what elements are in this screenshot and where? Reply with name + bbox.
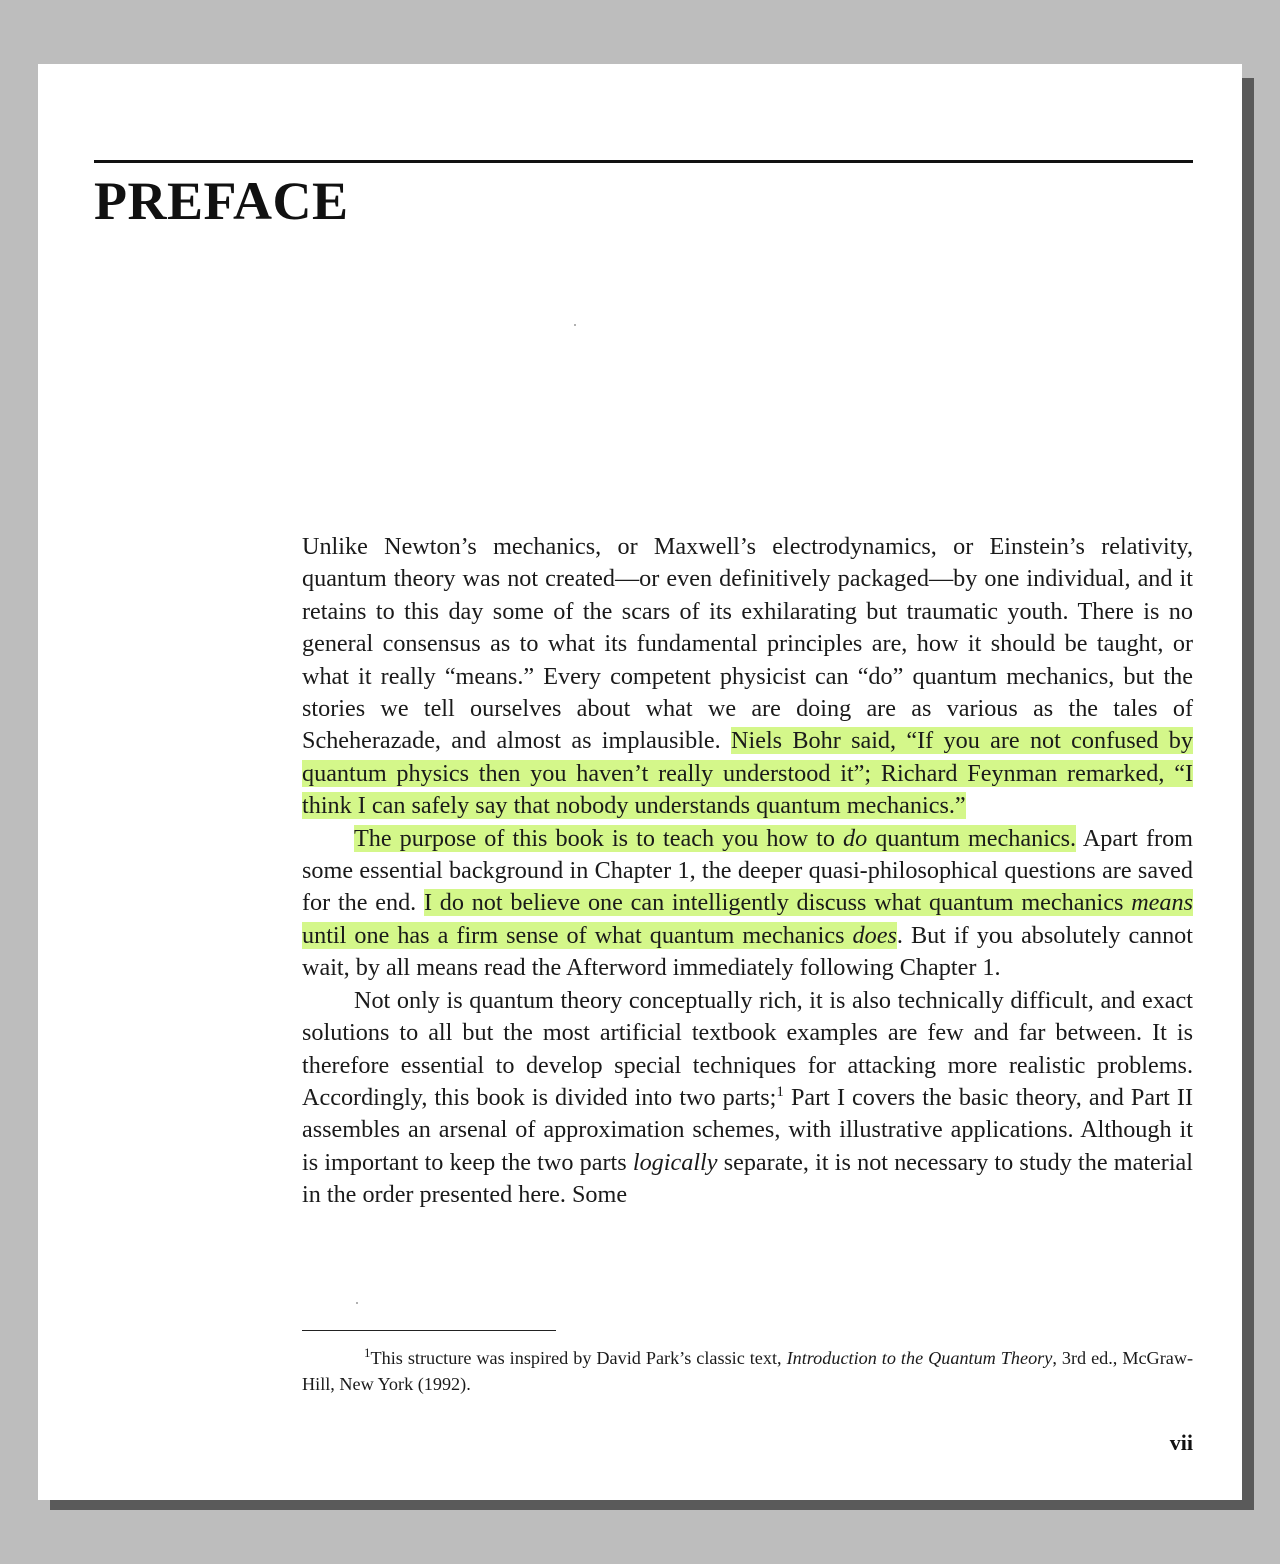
scan-speck <box>574 324 576 326</box>
emphasis: means <box>1131 889 1193 917</box>
paragraph-text: . <box>896 921 903 949</box>
footnote-marker: 1 <box>364 1345 371 1360</box>
paragraph-text: Apart from some essential background in Chapter 1, the deeper quasi-philosophical questions are saved for the end. <box>302 824 1193 917</box>
paragraph-text: Part I covers the basic theory, and Part II assembles an arsenal of approximation schemes, with illustrative applications. Although it is important to keep the two parts <box>302 1083 1193 1176</box>
paragraph-2 <box>302 823 1193 985</box>
highlighted-text[interactable] <box>354 825 1076 852</box>
preface-body <box>302 531 1193 1212</box>
heading-rule <box>94 160 1193 163</box>
paragraph-text: Not only is quantum theory conceptually rich, it is also technically difficult, and exact solutions to all but the most artificial textbook examples are few and far between. It is therefore essential to develop special techniques for attacking more realistic problems. Accordingly, this book is divided into two parts; <box>302 986 1193 1111</box>
book-page <box>38 64 1242 1500</box>
emphasis: do <box>843 824 868 852</box>
footnote-fragment: This structure was inspired by David Park’s classic text, <box>370 1348 787 1368</box>
scan-speck <box>356 1302 358 1304</box>
paragraph-3 <box>302 985 1193 1212</box>
footnote <box>302 1345 1193 1397</box>
emphasis: does <box>852 921 897 949</box>
book-title: Introduction to the Quantum Theory <box>786 1348 1053 1368</box>
highlight-fragment: The purpose of this book is to teach you how to <box>354 824 844 852</box>
paragraph-text: But if you absolutely cannot wait, by all means read the Afterword immediately following Chapter 1. <box>302 921 1193 982</box>
highlighted-text[interactable]: Niels Bohr said, “If you are not confused by quantum physics then you haven’t really understood it”; Richard Feynman remarked, “I think I can safely say that nobody understands quantum mechanics.” <box>302 727 1193 820</box>
highlight-fragment: quantum mechanics. <box>867 824 1077 852</box>
footnote-fragment: , 3rd ed., McGraw-Hill, New York (1992). <box>302 1348 1194 1394</box>
footnote-rule <box>302 1330 556 1331</box>
chapter-title: PREFACE <box>94 171 349 231</box>
footnote-text <box>302 1345 1193 1397</box>
highlight-fragment: I do not believe one can intelligently discuss what quantum mechanics <box>423 889 1132 917</box>
emphasis: logically <box>632 1148 718 1176</box>
footnote-reference[interactable]: 1 <box>776 1083 784 1100</box>
paragraph-text: Unlike Newton’s mechanics, or Maxwell’s electrodynamics, or Einstein’s relativity, quantum theory was not created—or even definitively packaged—by one individual, and it retains to this day some of the scars of its exhilarating but traumatic youth. There is no general consensus as to what its fundamental principles are, how it should be taught, or what it really “means.” Every competent physicist can “do” quantum mechanics, but the stories we tell ourselves about what we are doing are as various as the tales of Scheherazade, and almost as implausible. <box>302 533 1193 755</box>
paragraph-text: separate, it is not necessary to study the material in the order presented here. Some <box>302 1148 1194 1209</box>
page-number: vii <box>1169 1430 1193 1455</box>
paragraph-1 <box>302 531 1193 823</box>
highlight-fragment: until one has a firm sense of what quantum mechanics <box>302 921 853 949</box>
